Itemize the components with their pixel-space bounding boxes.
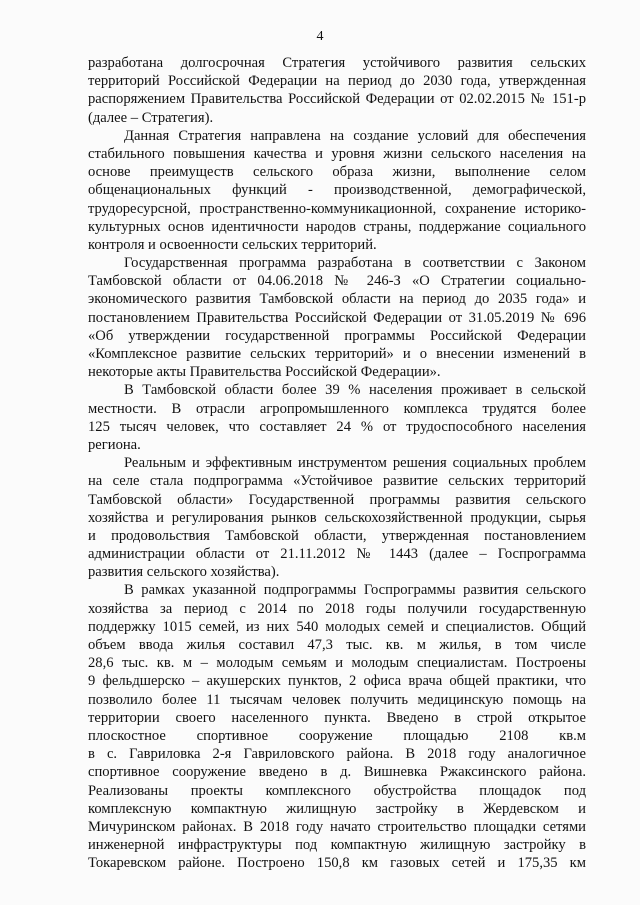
- text-line: «Комплексное развитие сельских территорий» и о внесении изменений в: [88, 346, 586, 362]
- text-line: контроля и освоенности сельских территорий.: [88, 236, 377, 253]
- paragraph: [88, 254, 586, 381]
- text-line: трудоресурсной, пространственно-коммуникационной, сохранение историко-: [88, 200, 586, 217]
- text-line: 28,6 тыс. кв. м – молодым семьям и молодым специалистам. Построены: [88, 655, 586, 672]
- text-line: В рамках указанной подпрограммы Госпрограммы развития сельского: [124, 582, 586, 599]
- text-line: объем ввода жилья составил 47,3 тыс. кв. м жилья, в том числе: [88, 637, 586, 653]
- text-line: Тамбовской области от 04.06.2018 № 246-З «О Стратегии социально-: [88, 273, 586, 290]
- text-line: (далее – Стратегия).: [88, 109, 214, 126]
- page-number: 4: [316, 29, 324, 44]
- text-line: плоскостное спортивное сооружение площадью 2108 кв.м: [88, 727, 586, 744]
- text-line: Реальным и эффективным инструментом решения социальных проблем: [124, 455, 586, 472]
- text-line: на селе стала подпрограмма «Устойчивое развитие сельских территорий: [88, 473, 586, 490]
- text-line: местности. В отрасли агропромышленного комплекса трудятся более: [88, 400, 586, 417]
- text-line: хозяйства и регулирования рынков сельскохозяйственной продукции, сырья: [88, 509, 586, 526]
- document-body: [88, 54, 586, 872]
- text-line: хозяйства за период с 2014 по 2018 годы получили государственную: [88, 600, 586, 617]
- text-line: основе преимуществ сельского образа жизни, выполнение селом: [88, 164, 586, 181]
- text-line: Токаревском районе. Построено 150,8 км газовых сетей и 175,35 км: [88, 855, 586, 872]
- text-line: инженерной инфраструктуры под компактную жилищную застройку в: [88, 837, 586, 854]
- text-line: Государственная программа разработана в соответствии с Законом: [124, 255, 586, 272]
- text-line: поддержку 1015 семей, из них 540 молодых семей и специалистов. Общий: [88, 618, 586, 635]
- paragraph: [88, 54, 586, 127]
- text-line: Тамбовской области» Государственной программы развития сельского: [88, 491, 586, 508]
- text-line: 9 фельдшерско – акушерских пунктов, 2 офиса врача общей практики, что: [88, 673, 586, 690]
- text-line: некоторые акты Правительства Российской Федерации».: [88, 364, 441, 381]
- text-line: территорий Российской Федерации на период до 2030 года, утвержденная: [88, 73, 586, 90]
- paragraph: [88, 127, 586, 254]
- text-line: постановлением Правительства Российской Федерации от 31.05.2019 № 696: [88, 309, 586, 326]
- text-line: в с. Гавриловка 2-я Гавриловского района. В 2018 году аналогичное: [88, 746, 586, 763]
- text-line: администрации области от 21.11.2012 № 1443 (далее – Госпрограмма: [88, 546, 586, 563]
- text-line: «Об утверждении государственной программы Российской Федерации: [88, 327, 586, 344]
- paragraph: [88, 454, 586, 581]
- text-line: общенациональных функций - производственной, демографической,: [88, 182, 586, 199]
- text-line: стабильного повышения качества и уровня жизни сельского населения на: [88, 145, 586, 162]
- text-line: и продовольствия Тамбовской области, утвержденная постановлением: [88, 527, 586, 544]
- text-line: культурных основ идентичности народов страны, поддержание социального: [88, 218, 586, 235]
- text-line: развития сельского хозяйства).: [88, 564, 280, 581]
- text-line: В Тамбовской области более 39 % населения проживает в сельской: [124, 382, 586, 399]
- text-line: Реализованы проекты комплексного обустройства площадок под: [88, 782, 586, 799]
- text-line: 125 тысяч человек, что составляет 24 % от трудоспособного населения: [88, 418, 586, 435]
- paragraph: [88, 581, 586, 872]
- text-line: экономического развития Тамбовской области на период до 2035 года» и: [88, 291, 586, 308]
- text-line: позволило более 11 тысячам человек получить медицинскую помощь на: [88, 691, 586, 708]
- text-line: Данная Стратегия направлена на создание условий для обеспечения: [124, 127, 586, 144]
- text-line: региона.: [88, 436, 141, 453]
- text-line: комплексную компактную жилищную застройку в Жердевском и: [88, 800, 586, 817]
- text-line: территории своего населенного пункта. Введено в строй открытое: [88, 709, 586, 726]
- paragraph: [88, 381, 586, 454]
- text-line: разработана долгосрочная Стратегия устойчивого развития сельских: [88, 55, 586, 71]
- text-line: Мичуринском районах. В 2018 году начато строительство площадки сетями: [88, 818, 586, 835]
- text-line: спортивное сооружение введено в д. Вишневка Ржаксинского района.: [88, 764, 586, 781]
- text-line: распоряжением Правительства Российской Федерации от 02.02.2015 № 151-р: [88, 91, 586, 108]
